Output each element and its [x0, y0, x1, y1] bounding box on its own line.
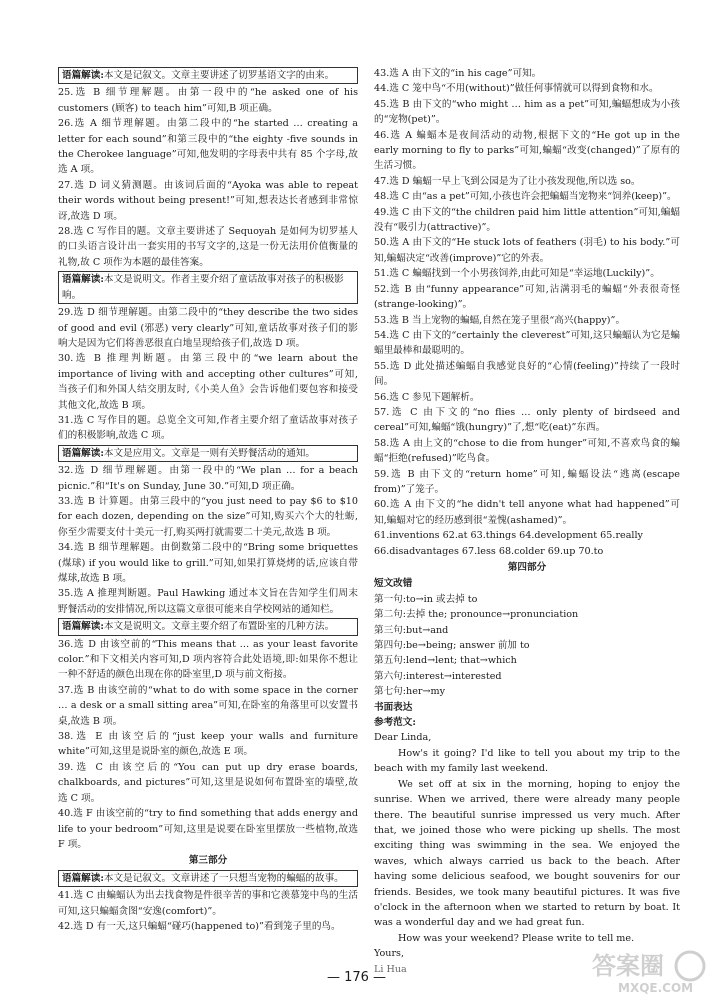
letter-greeting: Dear Linda,: [374, 732, 432, 744]
answer-item: 第七句:her→my: [374, 686, 446, 698]
answer-item: 36.选 D 由该空前的“This means that … as your least favorite color.”和下文相关内容可知,D 项内容符合此处语境,即:如果你不想让一种不舒适的颜色出现在你的卧室里,D 项与前文衔接。: [58, 638, 358, 681]
watermark-text: 答案圈: [592, 952, 664, 980]
answer-item: 46.选 A 蝙蝠本是夜间活动的动物,根据下文的“He got up in the early morning to fly to parks”可知,蝙蝠“改变(changed)”了原有的生活习惯。: [374, 129, 680, 172]
answer-item: 50.选 A 由下文的“He stuck lots of feathers (羽毛) to his body.”可知,蝙蝠决定“改善(improve)”它的外表。: [374, 237, 680, 264]
section-heading: 第三部分: [188, 855, 228, 867]
sample-letter: [374, 730, 680, 977]
letter-signature: Li Hua: [374, 963, 407, 975]
answer-item: 61.inventions 62.at 63.things 64.development 65.really: [374, 530, 643, 542]
page-number: — 176 —: [326, 970, 387, 985]
answer-item: 42.选 D 有一天,这只蝙蝠“碰巧(happened to)”看到笼子里的鸟。: [58, 920, 341, 932]
summary-tag: 语篇解读:: [62, 447, 104, 459]
answer-item: 51.选 C 蝙蝠找到一个小男孩饲养,由此可知是“幸运地(Luckily)”。: [374, 268, 660, 280]
answer-item: 52.选 B 由“funny appearance”可知,沾满羽毛的蝙蝠“外表很奇怪(strange-looking)”。: [374, 283, 680, 311]
answer-item: 43.选 A 由下文的“in his cage”可知。: [374, 68, 542, 79]
answer-item: 27.选 D 词义猜测题。由该词后面的“Ayoka was able to repeat their words without being present!”可知,想表达长者感到非常惊讶,故选 D 项。: [58, 179, 358, 222]
answer-item: 第一句:to→in 或去掉 to: [374, 593, 478, 605]
answer-item: 55.选 D 此处描述蝙蝠自我感觉良好的“心情(feeling)”持续了一段时间。: [374, 360, 680, 388]
section-heading: 第四部分: [507, 562, 547, 573]
answer-item: 59.选 B 由下文的“return home”可知,蝙蝠设法“逃离(escape from)”了笼子。: [374, 468, 680, 495]
answer-item: 58.选 A 由上文的“chose to die from hunger”可知,不喜欢鸟食的蝙蝠“拒绝(refused)”吃鸟食。: [374, 437, 680, 465]
passage-summary-box: [58, 445, 358, 462]
summary-text: 本文是说明文。文章主要介绍了布置卧室的几种方法。: [103, 621, 335, 633]
summary-text: 本文是应用文。文章是一则有关野餐活动的通知。: [103, 447, 315, 459]
answer-item: 57.选 C 由下文的“no flies … only plenty of birdseed and cereal”可知,蝙蝠“饿(hungry)”了,想“吃(eat)”东西。: [374, 406, 680, 434]
summary-text: 本文是记叙文。文章讲述了一只想当宠物的蝙蝠的故事。: [103, 872, 344, 884]
subsection-heading: 短文改错: [374, 578, 413, 590]
summary-text: 本文是说明文。作者主要介绍了童话故事对孩子的积极影响。: [62, 274, 344, 301]
answer-item: 53.选 B 当上宠物的蝙蝠,自然在笼子里很“高兴(happy)”。: [374, 314, 626, 326]
summary-tag: 语篇解读:: [62, 872, 104, 884]
answer-item: 48.选 C 由“as a pet”可知,小孩也许会把蝙蝠当宠物来“饲养(keep)”。: [374, 191, 677, 203]
answer-item: 54.选 C 由下文的“certainly the cleverest”可知,这只蝙蝠认为它是蝙蝠里最棒和最聪明的。: [374, 329, 680, 357]
subsection-heading: 参考范文:: [374, 717, 416, 729]
answer-item: 66.disadvantages 67.less 68.colder 69.up 70.to: [374, 545, 604, 557]
answer-item: 44.选 C 笼中鸟“不用(without)”做任何事情就可以得到食物和水。: [374, 83, 659, 95]
summary-tag: 语篇解读:: [62, 274, 104, 286]
passage-summary-box: [58, 271, 358, 304]
answer-item: 29.选 D 细节理解题。由第二段中的“they describe the two sides of good and evil (邪恶) very clearly”可知,童话故事对孩子们的影响大是因为它们将善恶很直白地呈现给孩子们,故选 D 项。: [58, 307, 358, 349]
watermark-logo: [588, 944, 708, 996]
right-column: [374, 66, 680, 977]
answer-item: 30.选 B 推理判断题。由第三段中的“we learn about the importance of living with and accepting other cultures”可知,当孩子们和外国人结交朋友时,《小美人鱼》会告诉他们要包容和接受其他文化,故选 B 项。: [58, 353, 358, 411]
answer-item: 41.选 C 由蝙蝠认为出去找食物是件很辛苦的事和它羡慕笼中鸟的生活可知,这只蝙蝠贪图“安逸(comfort)”。: [58, 890, 358, 917]
answer-item: 31.选 C 写作目的题。总览全文可知,作者主要介绍了童话故事对孩子们的积极影响,故选 C 项。: [58, 414, 358, 442]
answer-item: 第二句:去掉 the; pronounce→pronunciation: [374, 609, 579, 621]
answer-item: 第六句:interest→interested: [374, 670, 502, 682]
answer-item: 49.选 C 由下文的“the children paid him little attention”可知,蝙蝠没有“吸引力(attractive)”。: [374, 206, 680, 234]
subsection-heading: 书面表达: [374, 701, 413, 713]
answer-item: 第四句:be→being; answer 前加 to: [374, 640, 530, 652]
answer-item: 60.选 A 由下文的“he didn't tell anyone what had happened”可知,蝙蝠对它的经历感到很“羞愧(ashamed)”。: [374, 499, 680, 526]
answer-item: 45.选 B 由下文的“who might … him as a pet”可知,蝙蝠想成为小孩的“宠物(pet)”。: [374, 98, 680, 126]
answer-item: 25.选 B 细节理解题。由第一段中的“he asked one of his customers (顾客) to teach him”可知,B 项正确。: [58, 87, 358, 114]
passage-summary-box: [58, 67, 358, 84]
passage-summary-box: [58, 618, 358, 635]
passage-summary-box: [58, 870, 358, 887]
letter-closing: Yours,: [374, 948, 405, 960]
answer-item: 26.选 A 细节理解题。由第二段中的“he started … creating a letter for each sound”和第三段中的“the eighty -five sounds in the Cherokee language”可知,他发明的字母表中共有 85 个字母,故选 A 项。: [58, 118, 358, 176]
letter-paragraph: We set off at six in the morning, hoping to enjoy the sunrise. When we arrived, there were already many people there. The beautiful sunrise impressed us very much. After that, we joined those who were picking up shells. The most exciting thing was swimming in the sea. We enjoyed the waves, which always carried us back to the beach. After having some delicious seafood, we bought souvenirs for our friends. Besides, we took many beautiful pictures. It was five o'clock in the afternoon when we started to return by boat. It was a wonderful day and we had great fun.: [374, 778, 680, 929]
letter-paragraph: How's it going? I'd like to tell you about my trip to the beach with my family last weekend.: [374, 747, 680, 775]
answer-item: 47.选 D 蝙蝠一早上飞到公园是为了让小孩发现他,所以选 so。: [374, 175, 641, 187]
watermark-sub: MXQE.COM: [618, 981, 694, 995]
answer-item: 40.选 F 由该空前的“try to find something that adds energy and life to your bedroom”可知,这里是说要在卧室里摆放一些植物,故选 F 项。: [58, 808, 358, 850]
answer-item: 34.选 B 细节理解题。由倒数第二段中的“Bring some briquettes (煤球) if you would like to grill.”可知,如果打算烧烤的话,应该自带煤球,故选 B 项。: [58, 542, 358, 584]
answer-item: 第三句:but→and: [374, 624, 449, 636]
answer-item: 35.选 A 推理判断题。Paul Hawking 通过本文旨在告知学生们周末野餐活动的安排情况,所以这篇文章很可能来自学校网站的通知栏。: [58, 588, 358, 615]
letter-paragraph: How was your weekend? Please write to tell me.: [398, 932, 635, 944]
answer-item: 37.选 B 由该空前的“what to do with some space in the corner … a desk or a small sitting area”可知,在卧室的角落里可以安置书桌,故选 B 项。: [58, 684, 358, 727]
answer-item: 28.选 C 写作目的题。文章主要讲述了 Sequoyah 是如何为切罗基人的口头语言设计出一套实用的书写文字的,这是一份无法用价值衡量的礼物,故 C 项作为本题的最佳答案。: [58, 226, 358, 268]
answer-item: 33.选 B 计算题。由第三段中的“you just need to pay $6 to $10 for each dozen, depending on the size”可知,购买六个大的牡蛎,你至少需要支付十美元一打,购买两打就需要二十美元,故选 B 项。: [58, 495, 358, 538]
left-column: [58, 66, 358, 934]
answer-item: 39.选 C 由该空后的“You can put up dry erase boards, chalkboards, and pictures”可知,这里是说如何布置卧室的墙壁,故选 C 项。: [58, 761, 358, 804]
summary-tag: 语篇解读:: [62, 621, 104, 633]
answer-item: 第五句:lend→lent; that→which: [374, 655, 517, 667]
answer-item: 38.选 E 由该空后的“just keep your walls and furniture white”可知,这里是说卧室的颜色,故选 E 项。: [58, 731, 358, 758]
answer-item: 56.选 C 参见下题解析。: [374, 391, 480, 403]
answer-item: 32.选 D 细节理解题。由第一段中的“We plan … for a beach picnic.”和“It's on Sunday, June 30.”可知,D 项正确。: [58, 465, 358, 492]
summary-text: 本文是记叙文。文章主要讲述了切罗基语文字的由来。: [103, 70, 335, 81]
right-column-items: [374, 66, 680, 730]
summary-tag: 语篇解读:: [62, 70, 104, 81]
